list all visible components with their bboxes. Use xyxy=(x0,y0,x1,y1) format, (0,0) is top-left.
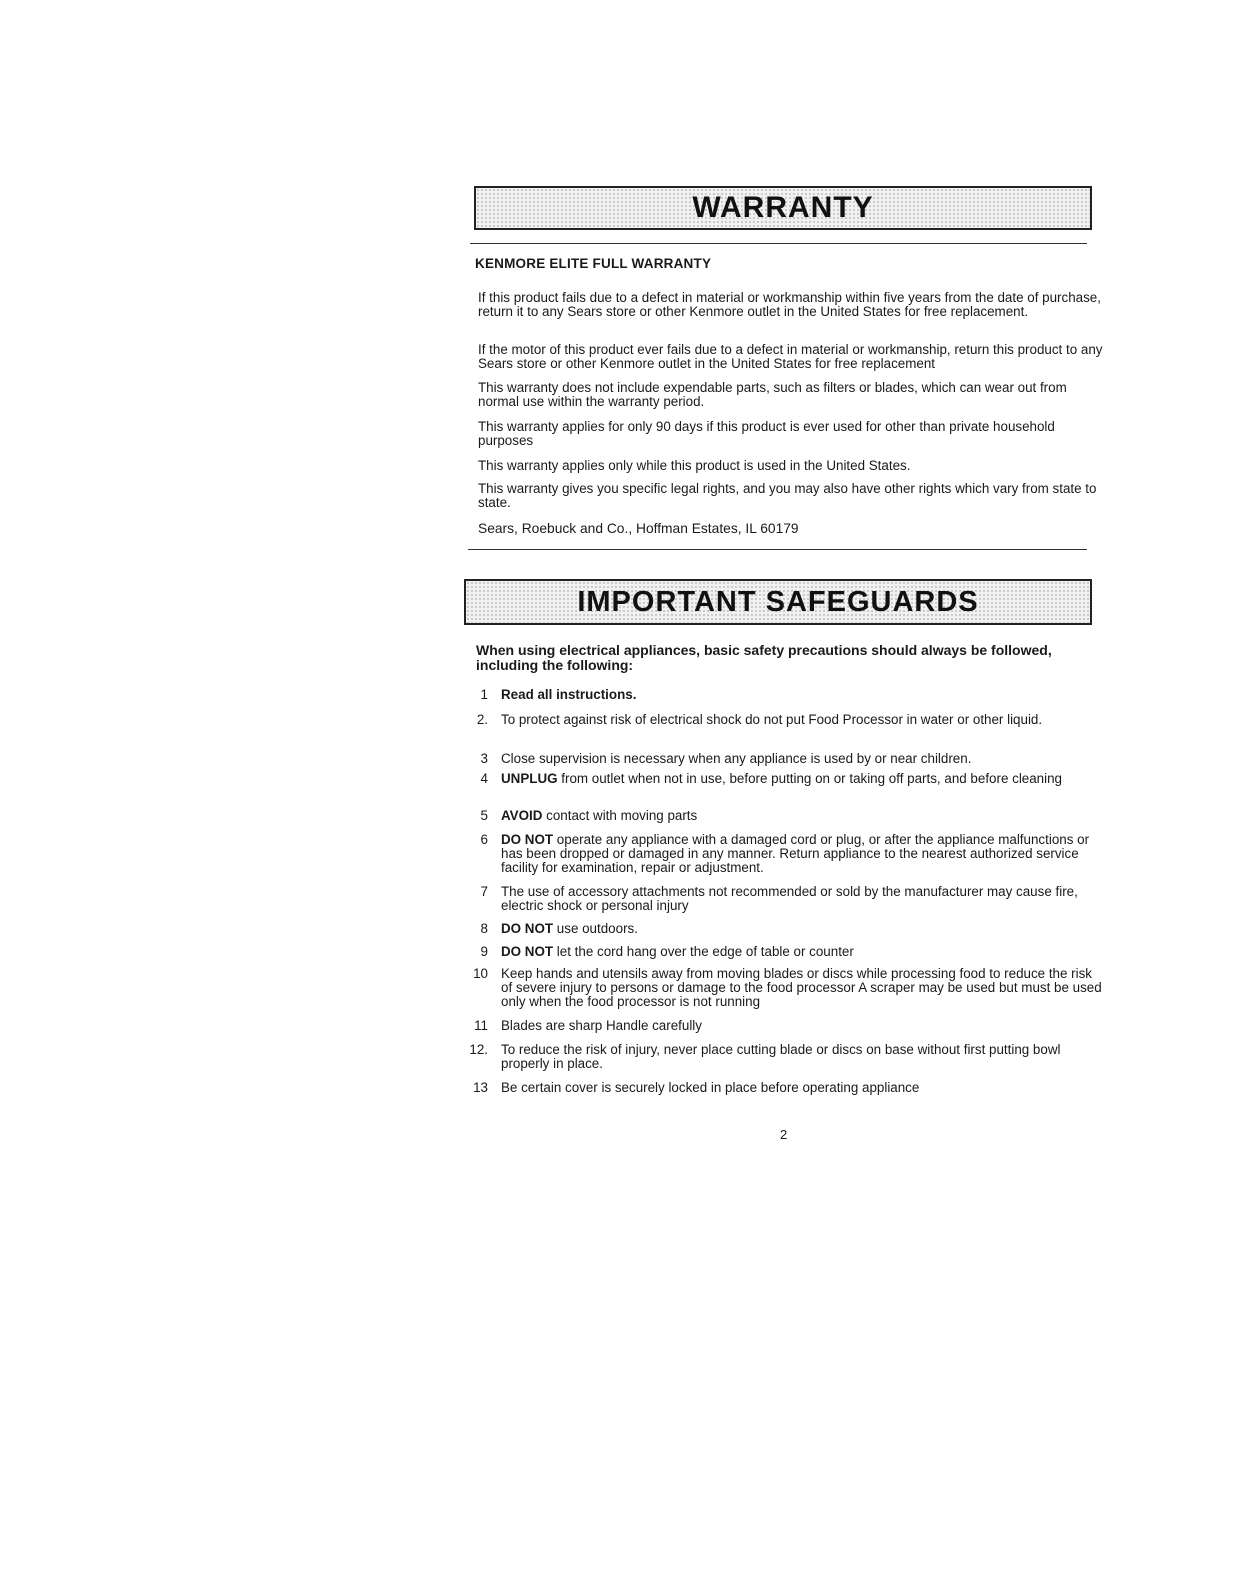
item-text: from outlet when not in use, before putting on or taking off parts, and before cleaning xyxy=(557,771,1063,786)
item-text: Close supervision is necessary when any appliance is used by or near children. xyxy=(501,751,972,766)
safeguards-title: IMPORTANT SAFEGUARDS xyxy=(577,585,979,618)
item-emphasis: DO NOT xyxy=(501,832,554,847)
item-emphasis: AVOID xyxy=(501,808,543,823)
warranty-address: Sears, Roebuck and Co., Hoffman Estates, IL 60179 xyxy=(478,521,799,536)
warranty-heading: KENMORE ELITE FULL WARRANTY xyxy=(475,256,712,271)
divider xyxy=(470,243,1087,244)
warranty-paragraph: This warranty does not include expendable parts, such as filters or blades, which can wear out from normal use within the warranty period. xyxy=(478,380,1067,409)
divider xyxy=(468,549,1087,550)
warranty-title: WARRANTY xyxy=(692,191,874,224)
warranty-paragraph: This warranty applies only while this product is used in the United States. xyxy=(478,458,911,473)
item-number: 11 xyxy=(474,1018,488,1033)
item-number: 1 xyxy=(480,687,488,702)
warranty-paragraph: This warranty applies for only 90 days if this product is ever used for other than private household purposes xyxy=(478,419,1055,448)
item-emphasis: DO NOT xyxy=(501,944,554,959)
item-number: 4 xyxy=(480,771,488,786)
item-number: 5 xyxy=(480,808,488,823)
item-number: 9 xyxy=(480,944,488,959)
item-number: 3 xyxy=(480,751,488,766)
item-text: Keep hands and utensils away from moving blades or discs while processing food to reduce the risk of severe injury to persons or damage to the food processor A scraper may be used but must be used only when the food processor is not running xyxy=(501,966,1102,1009)
page-number: 2 xyxy=(780,1127,788,1142)
item-text: To reduce the risk of injury, never place cutting blade or discs on base without first putting bowl properly in place. xyxy=(501,1042,1061,1071)
safeguards-banner xyxy=(464,579,1092,625)
item-number: 2. xyxy=(476,712,488,727)
item-text: contact with moving parts xyxy=(542,808,698,823)
warranty-paragraph: If the motor of this product ever fails due to a defect in material or workmanship, return this product to any Sears store or other Kenmore outlet in the United States for free replacement xyxy=(478,342,1103,371)
item-number: 7 xyxy=(480,884,488,899)
item-number: 8 xyxy=(480,921,488,936)
item-text: Blades are sharp Handle carefully xyxy=(501,1018,702,1033)
item-emphasis: DO NOT xyxy=(501,921,554,936)
warranty-paragraph: If this product fails due to a defect in material or workmanship within five years from the date of purchase, return it to any Sears store or other Kenmore outlet in the United States for free replacement. xyxy=(478,290,1101,319)
item-text: use outdoors. xyxy=(553,921,638,936)
item-text: Be certain cover is securely locked in place before operating appliance xyxy=(501,1080,920,1095)
item-text: The use of accessory attachments not recommended or sold by the manufacturer may cause fire, electric shock or personal injury xyxy=(501,884,1078,913)
item-text: operate any appliance with a damaged cord or plug, or after the appliance malfunctions or has been dropped or damaged in any manner. Return appliance to the nearest authorized service facility for examination, repair or adjustment. xyxy=(501,832,1090,875)
item-text: To protect against risk of electrical shock do not put Food Processor in water or other liquid. xyxy=(501,712,1043,727)
warranty-banner xyxy=(474,186,1092,230)
item-text: let the cord hang over the edge of table or counter xyxy=(553,944,854,959)
safeguards-lead: When using electrical appliances, basic safety precautions should always be followed, including the following: xyxy=(476,642,1052,673)
item-emphasis: Read all instructions. xyxy=(501,687,637,702)
item-number: 12. xyxy=(469,1042,488,1057)
item-number: 13 xyxy=(473,1080,488,1095)
item-number: 10 xyxy=(473,966,488,981)
item-number: 6 xyxy=(480,832,488,847)
item-emphasis: UNPLUG xyxy=(501,771,558,786)
warranty-paragraph: This warranty gives you specific legal rights, and you may also have other rights which vary from state to state. xyxy=(478,481,1097,510)
